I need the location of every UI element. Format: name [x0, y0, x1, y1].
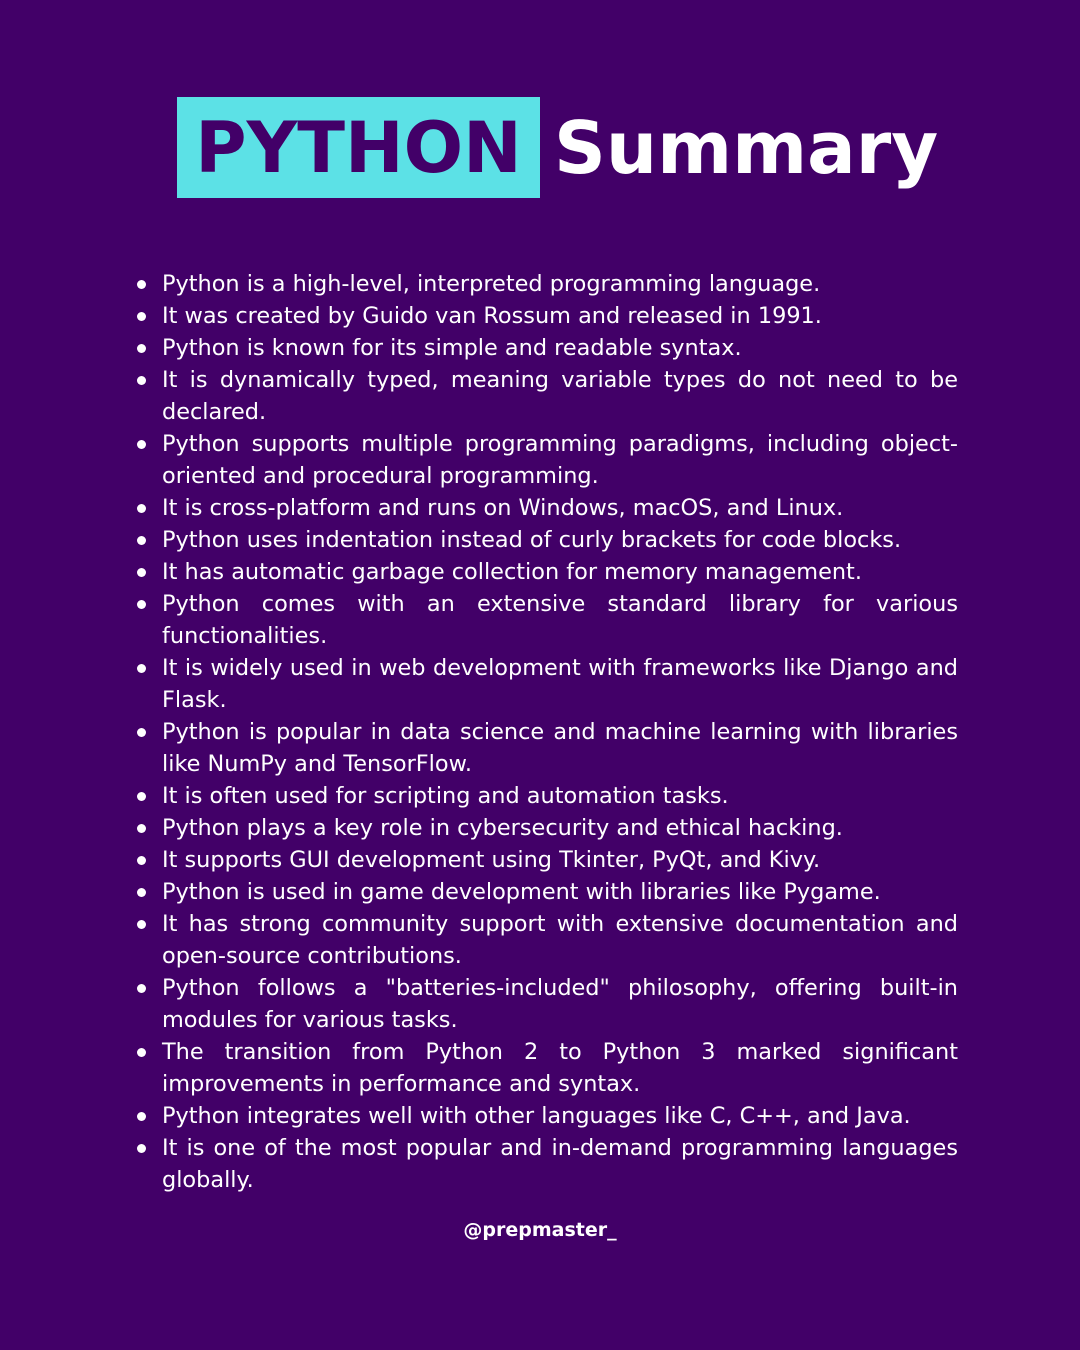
summary-list-item — [134, 588, 958, 652]
summary-item-text: Python is popular in data science and machine learning with libraries like NumPy and TensorFlow. — [162, 719, 958, 777]
summary-list-item — [134, 780, 958, 812]
summary-item-text: Python is a high-level, interpreted programming language. — [162, 271, 821, 297]
summary-item-text: It has automatic garbage collection for memory management. — [162, 559, 862, 585]
footer-handle: @prepmaster_ — [463, 1219, 617, 1241]
summary-list-item — [134, 300, 958, 332]
summary-list-item — [134, 492, 958, 524]
summary-item-text: It was created by Guido van Rossum and released in 1991. — [162, 303, 822, 329]
summary-item-text: Python plays a key role in cybersecurity and ethical hacking. — [162, 815, 843, 841]
bullet-dot-icon — [137, 824, 146, 833]
summary-list-item — [134, 876, 958, 908]
summary-item-text: It is dynamically typed, meaning variable types do not need to be declared. — [162, 367, 958, 425]
bullet-dot-icon — [137, 1048, 146, 1057]
bullet-dot-icon — [137, 440, 146, 449]
bullet-dot-icon — [137, 1144, 146, 1153]
summary-list-item — [134, 556, 958, 588]
bullet-dot-icon — [137, 376, 146, 385]
bullet-dot-icon — [137, 1112, 146, 1121]
title-highlight-box — [177, 97, 540, 198]
summary-list-item — [134, 1100, 958, 1132]
summary-bullet-list — [134, 268, 958, 1196]
summary-item-text: Python comes with an extensive standard library for various functionalities. — [162, 591, 958, 649]
summary-list-item — [134, 908, 958, 972]
bullet-dot-icon — [137, 856, 146, 865]
bullet-dot-icon — [137, 280, 146, 289]
summary-list-item — [134, 428, 958, 492]
bullet-dot-icon — [137, 664, 146, 673]
summary-list-item — [134, 1036, 958, 1100]
bullet-dot-icon — [137, 728, 146, 737]
summary-item-text: It has strong community support with extensive documentation and open-source contributions. — [162, 911, 958, 969]
summary-item-text: Python is used in game development with libraries like Pygame. — [162, 879, 881, 905]
bullet-dot-icon — [137, 536, 146, 545]
summary-item-text: Python uses indentation instead of curly brackets for code blocks. — [162, 527, 902, 553]
title-rest-word: Summary — [554, 105, 939, 190]
summary-list-item — [134, 364, 958, 428]
title-highlight-word: PYTHON — [195, 106, 522, 189]
summary-item-text: Python supports multiple programming paradigms, including object-oriented and procedural programming. — [162, 431, 958, 489]
bullet-dot-icon — [137, 792, 146, 801]
bullet-dot-icon — [137, 344, 146, 353]
summary-item-text: Python follows a "batteries-included" philosophy, offering built-in modules for various tasks. — [162, 975, 958, 1033]
summary-list-item — [134, 812, 958, 844]
bullet-dot-icon — [137, 312, 146, 321]
summary-item-text: Python is known for its simple and readable syntax. — [162, 335, 742, 361]
summary-list-item — [134, 972, 958, 1036]
summary-list-item — [134, 844, 958, 876]
bullet-dot-icon — [137, 568, 146, 577]
bullet-dot-icon — [137, 984, 146, 993]
summary-list-item — [134, 1132, 958, 1196]
summary-list-item — [134, 524, 958, 556]
summary-item-text: It is cross-platform and runs on Windows, macOS, and Linux. — [162, 495, 844, 521]
summary-list-item — [134, 268, 958, 300]
summary-list-item — [134, 716, 958, 780]
summary-item-text: The transition from Python 2 to Python 3 marked significant improvements in performance and syntax. — [162, 1039, 958, 1097]
bullet-dot-icon — [137, 504, 146, 513]
summary-list-item — [134, 332, 958, 364]
summary-item-text: It is widely used in web development with frameworks like Django and Flask. — [162, 655, 958, 713]
bullet-dot-icon — [137, 600, 146, 609]
summary-item-text: It supports GUI development using Tkinter, PyQt, and Kivy. — [162, 847, 821, 873]
summary-item-text: It is often used for scripting and automation tasks. — [162, 783, 729, 809]
summary-item-text: Python integrates well with other languages like C, C++, and Java. — [162, 1103, 911, 1129]
bullet-dot-icon — [137, 920, 146, 929]
summary-item-text: It is one of the most popular and in-demand programming languages globally. — [162, 1135, 958, 1193]
bullet-dot-icon — [137, 888, 146, 897]
page-title — [177, 97, 938, 198]
summary-list-item — [134, 652, 958, 716]
